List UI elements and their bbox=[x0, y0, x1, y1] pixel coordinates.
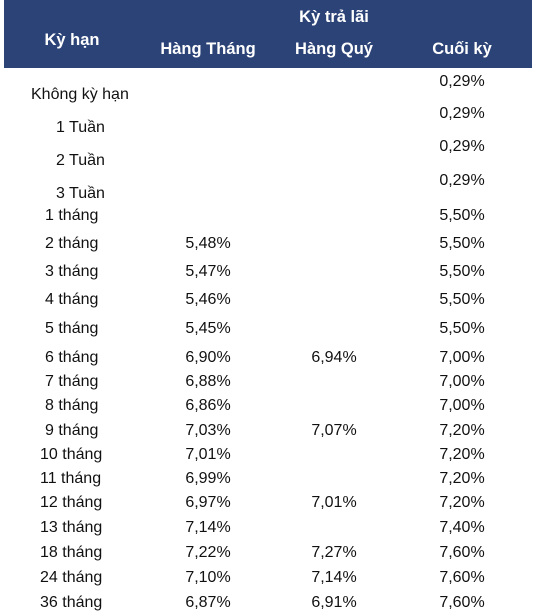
end-of-term-rate-cell: 5,50% bbox=[439, 207, 485, 224]
monthly-rate-cell: 6,86% bbox=[185, 397, 231, 414]
end-of-term-rate-cell: 7,60% bbox=[439, 544, 485, 561]
term-cell: 4 tháng bbox=[45, 291, 99, 308]
monthly-rate-cell: 7,10% bbox=[185, 569, 231, 586]
end-of-term-rate-cell: 5,50% bbox=[439, 320, 485, 337]
term-cell: 1 tháng bbox=[45, 207, 99, 224]
end-of-term-rate-cell: 5,50% bbox=[439, 235, 485, 252]
term-cell: 24 tháng bbox=[40, 569, 103, 586]
term-cell: 13 tháng bbox=[40, 519, 103, 536]
quarterly-rate-cell: 7,14% bbox=[311, 569, 357, 586]
term-cell: 10 tháng bbox=[40, 446, 103, 463]
monthly-rate-cell: 6,99% bbox=[185, 470, 231, 487]
monthly-rate-cell: 7,01% bbox=[185, 446, 231, 463]
term-cell: 3 tháng bbox=[45, 263, 99, 280]
monthly-rate-cell: 6,97% bbox=[185, 494, 231, 511]
monthly-rate-cell: 5,47% bbox=[185, 263, 231, 280]
monthly-rate-cell: 6,90% bbox=[185, 349, 231, 366]
term-cell: 36 tháng bbox=[40, 594, 103, 611]
end-of-term-rate-cell: 7,40% bbox=[439, 519, 485, 536]
monthly-rate-cell: 5,46% bbox=[185, 291, 231, 308]
monthly-rate-cell: 5,48% bbox=[185, 235, 231, 252]
end-of-term-rate-cell: 7,60% bbox=[439, 594, 485, 611]
term-cell: 6 tháng bbox=[45, 349, 99, 366]
monthly-rate-cell: 7,22% bbox=[185, 544, 231, 561]
end-of-term-rate-cell: 7,20% bbox=[439, 494, 485, 511]
term-cell: 11 tháng bbox=[40, 470, 102, 487]
end-of-term-rate-cell: 7,20% bbox=[439, 470, 485, 487]
monthly-rate-cell: 6,87% bbox=[185, 594, 231, 611]
monthly-rate-cell: 7,03% bbox=[185, 422, 231, 439]
term-cell: 7 tháng bbox=[45, 373, 99, 390]
end-of-term-rate-cell: 0,29% bbox=[439, 73, 485, 90]
term-cell: Không kỳ hạn bbox=[31, 86, 129, 103]
quarterly-rate-cell: 6,94% bbox=[311, 349, 357, 366]
quarterly-rate-cell: 6,91% bbox=[311, 594, 357, 611]
quarterly-rate-cell: 7,27% bbox=[311, 544, 357, 561]
quarterly-rate-cell: 7,07% bbox=[311, 422, 357, 439]
quarterly-rate-cell: 7,01% bbox=[311, 494, 357, 511]
end-of-term-rate-cell: 7,00% bbox=[439, 373, 485, 390]
header-term: Kỳ hạn bbox=[44, 31, 100, 49]
monthly-rate-cell: 7,14% bbox=[185, 519, 231, 536]
end-of-term-rate-cell: 7,00% bbox=[439, 349, 485, 366]
term-cell: 9 tháng bbox=[45, 422, 99, 439]
end-of-term-rate-cell: 5,50% bbox=[439, 291, 485, 308]
term-cell: 1 Tuần bbox=[56, 119, 105, 136]
end-of-term-rate-cell: 7,20% bbox=[439, 446, 485, 463]
end-of-term-rate-cell: 0,29% bbox=[439, 138, 485, 155]
term-cell: 12 tháng bbox=[40, 494, 103, 511]
end-of-term-rate-cell: 7,60% bbox=[439, 569, 485, 586]
end-of-term-rate-cell: 5,50% bbox=[439, 263, 485, 280]
header-monthly: Hàng Tháng bbox=[160, 40, 256, 58]
term-cell: 2 tháng bbox=[45, 235, 99, 252]
term-cell: 18 tháng bbox=[40, 544, 103, 561]
end-of-term-rate-cell: 7,00% bbox=[439, 397, 485, 414]
term-cell: 8 tháng bbox=[45, 397, 99, 414]
header-end-of-term: Cuối kỳ bbox=[432, 40, 492, 58]
monthly-rate-cell: 6,88% bbox=[185, 373, 231, 390]
header-payment-period: Kỳ trả lãi bbox=[299, 8, 369, 26]
header-quarterly: Hàng Quý bbox=[295, 40, 373, 58]
term-cell: 2 Tuần bbox=[56, 152, 105, 169]
end-of-term-rate-cell: 7,20% bbox=[439, 422, 485, 439]
end-of-term-rate-cell: 0,29% bbox=[439, 172, 485, 189]
end-of-term-rate-cell: 0,29% bbox=[439, 105, 485, 122]
term-cell: 5 tháng bbox=[45, 320, 99, 337]
monthly-rate-cell: 5,45% bbox=[185, 320, 231, 337]
term-cell: 3 Tuần bbox=[56, 185, 105, 202]
